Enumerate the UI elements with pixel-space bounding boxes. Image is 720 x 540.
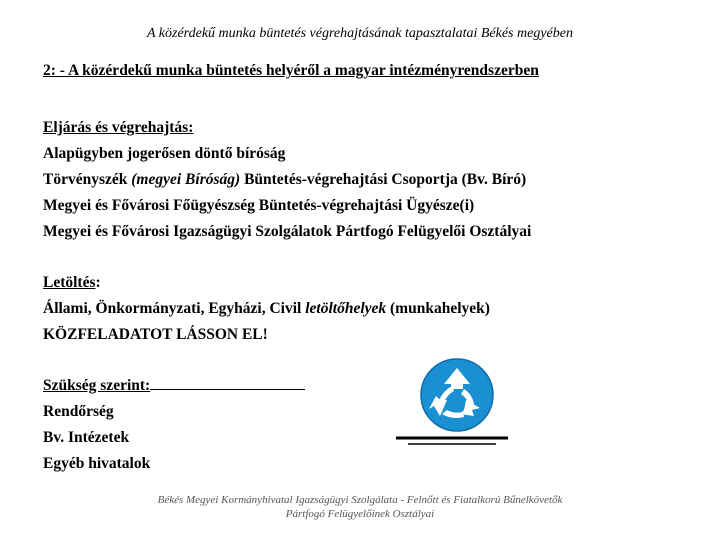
procedure-line-court: Alapügyben jogerősen döntő bíróság bbox=[43, 145, 286, 162]
execution-heading: Letöltés bbox=[43, 274, 96, 291]
need-item-other: Egyéb hivatalok bbox=[43, 455, 151, 472]
execution-line-places bbox=[43, 296, 490, 322]
need-heading-row bbox=[43, 373, 305, 399]
execution-heading-row bbox=[43, 270, 490, 296]
execution-section bbox=[43, 270, 490, 348]
procedure-line-prosecutor: Megyei és Fővárosi Főügyészség Büntetés-végrehajtási Ügyésze(i) bbox=[43, 197, 475, 214]
need-item-police: Rendőrség bbox=[43, 403, 114, 420]
need-heading: Szükség szerint: bbox=[43, 377, 151, 394]
execution-heading-colon: : bbox=[95, 274, 101, 291]
procedure-section bbox=[43, 115, 531, 245]
tribunal-suffix: Büntetés-végrehajtási Csoportja (Bv. Bíró) bbox=[244, 171, 527, 188]
procedure-heading: Eljárás és végrehajtás: bbox=[43, 119, 194, 136]
tribunal-italic: (megyei Bíróság) bbox=[131, 171, 241, 188]
footer-line-1: Békés Megyei Kormányhivatal Igazságügyi Szolgálata - Felnőtt és Fiatalkorú Bűnelkövetők bbox=[157, 494, 563, 506]
need-heading-blank-line bbox=[150, 374, 305, 390]
footer-line-2: Pártfogó Felügyelőinek Osztályai bbox=[285, 508, 435, 520]
places-suffix: (munkahelyek) bbox=[390, 300, 490, 317]
section-title: 2: - A közérdekű munka büntetés helyéről a magyar intézményrendszerben bbox=[43, 62, 539, 79]
tribunal-prefix: Törvényszék bbox=[43, 171, 128, 188]
places-italic: letöltőhelyek bbox=[305, 300, 387, 317]
need-section bbox=[43, 373, 305, 477]
need-item-prisons: Bv. Intézetek bbox=[43, 429, 130, 446]
procedure-line-probation: Megyei és Fővárosi Igazságügyi Szolgálatok Pártfogó Felügyelői Osztályai bbox=[43, 223, 532, 240]
places-prefix: Állami, Önkormányzati, Egyházi, Civil bbox=[43, 300, 302, 317]
document-header: A közérdekű munka büntetés végrehajtásának tapasztalatai Békés megyében bbox=[147, 26, 573, 41]
procedure-line-tribunal bbox=[43, 167, 531, 193]
execution-line-public-task: KÖZFELADATOT LÁSSON EL! bbox=[43, 326, 268, 343]
recycle-icon bbox=[392, 356, 512, 456]
document-footer bbox=[0, 493, 720, 521]
